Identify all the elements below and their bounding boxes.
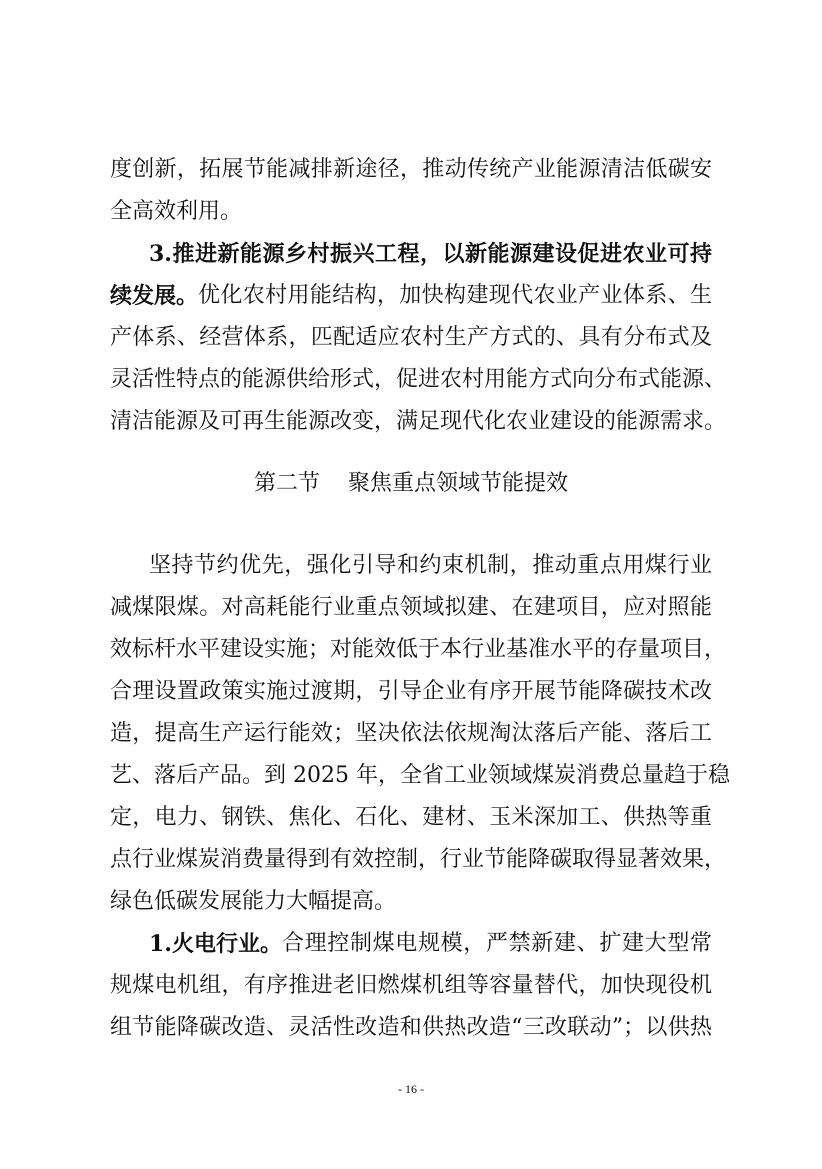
paragraph-line: 坚持节约优先，强化引导和约束机制，推动重点用煤行业	[149, 553, 712, 578]
paragraph-line: 度创新，拓展节能减排新途径，推动传统产业能源清洁低碳安	[110, 157, 712, 182]
item-heading: 1.火电行业。	[149, 931, 282, 957]
paragraph-line: 定，电力、钢铁、焦化、石化、建材、玉米深加工、供热等重	[110, 805, 712, 830]
paragraph-line: 组节能降碳改造、灵活性改造和供热改造“三改联动”；以供热	[110, 1015, 712, 1040]
item-heading-continuation: 续发展。	[110, 283, 199, 309]
section-heading: 第二节 聚焦重点领域节能提效	[254, 471, 568, 496]
paragraph-line: 效标杆水平建设实施；对能效低于本行业基准水平的存量项目，	[110, 637, 727, 662]
paragraph-line: 合理设置政策实施过渡期，引导企业有序开展节能降碳技术改	[110, 679, 712, 704]
page-number: - 16 -	[398, 1082, 424, 1096]
paragraph-line: 灵活性特点的能源供给形式，促进农村用能方式向分布式能源、	[110, 367, 727, 392]
paragraph-line: 造，提高生产运行能效；坚决依法依规淘汰落后产能、落后工	[110, 721, 712, 746]
paragraph-line: 减煤限煤。对高耗能行业重点领域拟建、在建项目，应对照能	[110, 595, 712, 620]
paragraph-text: 合理控制煤电规模，严禁新建、扩建大型常	[281, 931, 712, 956]
paragraph-line: 艺、落后产品。到 2025 年，全省工业领域煤炭消费总量趋于稳	[110, 763, 730, 788]
paragraph-line: 全高效利用。	[110, 199, 243, 224]
paragraph-line	[149, 931, 712, 957]
paragraph-text: 优化农村用能结构，加快构建现代农业产业体系、生	[198, 283, 712, 308]
paragraph-line: 产体系、经营体系，匹配适应农村生产方式的、具有分布式及	[110, 325, 712, 350]
paragraph-line: 点行业煤炭消费量得到有效控制，行业节能降碳取得显著效果，	[110, 847, 727, 872]
paragraph-line: 绿色低碳发展能力大幅提高。	[110, 889, 397, 914]
paragraph-line: 清洁能源及可再生能源改变，满足现代化农业建设的能源需求。	[110, 409, 727, 434]
paragraph-line: 规煤电机组，有序推进老旧燃煤机组等容量替代，加快现役机	[110, 973, 712, 998]
item-heading: 3.推进新能源乡村振兴工程，以新能源建设促进农业可持	[149, 241, 712, 267]
paragraph-line	[110, 283, 712, 309]
